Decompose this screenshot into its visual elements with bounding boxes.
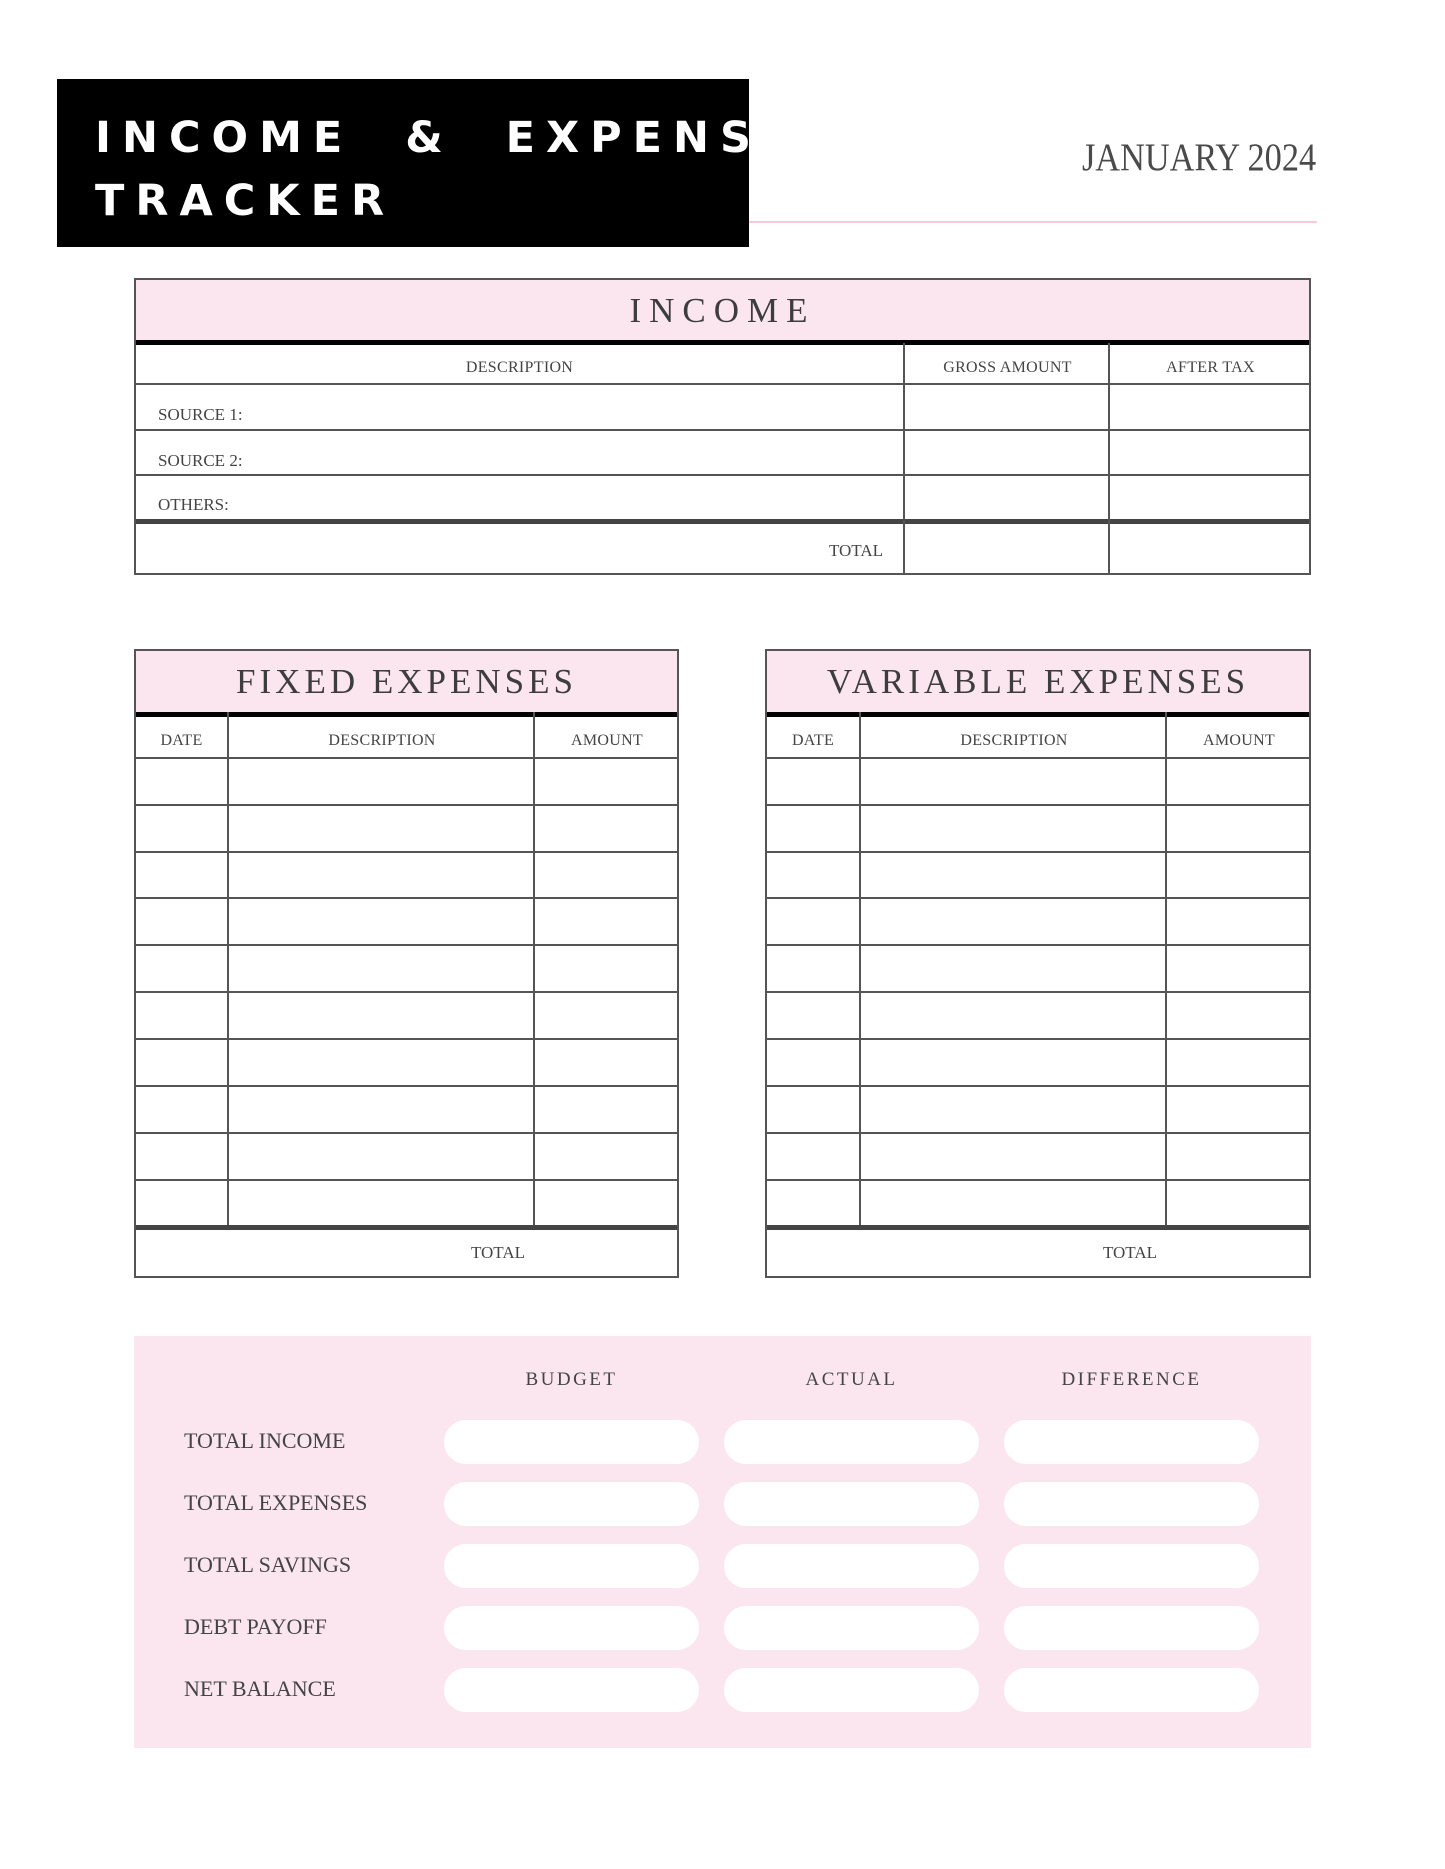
budget-field[interactable]: [444, 1606, 699, 1650]
income-total-gross-cell[interactable]: [905, 524, 1110, 574]
col-header-description: DESCRIPTION: [465, 359, 574, 376]
column-divider: [1108, 343, 1110, 573]
income-gross-cell[interactable]: [905, 431, 1110, 475]
difference-field[interactable]: [1004, 1420, 1259, 1464]
fixed-expenses-header: [136, 651, 677, 717]
income-row-label: SOURCE 1:: [158, 405, 243, 424]
summary-row-label: TOTAL SAVINGS: [184, 1552, 352, 1577]
month-label: JANUARY 2024: [1081, 136, 1316, 179]
summary-row-label: TOTAL EXPENSES: [184, 1490, 368, 1515]
actual-field[interactable]: [724, 1668, 979, 1712]
col-header-date: DATE: [791, 732, 835, 749]
budget-field[interactable]: [444, 1544, 699, 1588]
income-row-label: OTHERS:: [158, 495, 229, 514]
col-header-description: DESCRIPTION: [328, 732, 436, 749]
income-table: [134, 278, 1311, 575]
variable-expenses-table: [765, 649, 1311, 1278]
variable-expenses-header: [767, 651, 1309, 717]
column-divider: [903, 343, 905, 573]
title-banner: [57, 79, 803, 247]
income-after-tax-cell[interactable]: [1112, 431, 1311, 475]
actual-field[interactable]: [724, 1482, 979, 1526]
col-header-amount: AMOUNT: [570, 732, 644, 749]
fixed-expenses-entry-area[interactable]: [136, 759, 677, 1225]
variable-expenses-total-cell[interactable]: [1167, 1230, 1309, 1276]
col-header-after-tax: AFTER TAX: [1166, 359, 1255, 376]
col-header-budget: BUDGET: [525, 1369, 618, 1390]
fixed-expenses-total-label: TOTAL: [470, 1243, 525, 1262]
income-title: INCOME: [629, 290, 816, 330]
difference-field[interactable]: [1004, 1668, 1259, 1712]
actual-field[interactable]: [724, 1606, 979, 1650]
variable-expenses-entry-area[interactable]: [767, 759, 1309, 1225]
difference-field[interactable]: [1004, 1606, 1259, 1650]
income-total-label: TOTAL: [828, 541, 883, 560]
budget-field[interactable]: [444, 1482, 699, 1526]
fixed-expenses-title: FIXED EXPENSES: [236, 662, 577, 701]
summary-row-label: TOTAL INCOME: [184, 1428, 346, 1453]
difference-field[interactable]: [1004, 1482, 1259, 1526]
actual-field[interactable]: [724, 1544, 979, 1588]
col-header-actual: ACTUAL: [805, 1369, 898, 1390]
title-line-1: INCOME & EXPENSE: [95, 113, 803, 163]
summary-row-label: DEBT PAYOFF: [184, 1614, 327, 1639]
col-header-description: DESCRIPTION: [960, 732, 1068, 749]
col-header-date: DATE: [160, 732, 203, 749]
fixed-expenses-table: [134, 649, 679, 1278]
fixed-expenses-total-cell[interactable]: [535, 1230, 677, 1276]
title-line-2: TRACKER: [95, 176, 396, 226]
income-total-after-tax-cell[interactable]: [1112, 524, 1311, 574]
budget-field[interactable]: [444, 1420, 699, 1464]
income-after-tax-cell[interactable]: [1112, 385, 1311, 429]
col-header-gross-amount: GROSS AMOUNT: [943, 359, 1072, 376]
income-row-label: SOURCE 2:: [158, 451, 243, 470]
col-header-amount: AMOUNT: [1202, 732, 1276, 749]
summary-panel: [134, 1336, 1311, 1748]
header-divider: [749, 221, 1317, 223]
summary-row-label: NET BALANCE: [184, 1676, 336, 1701]
actual-field[interactable]: [724, 1420, 979, 1464]
variable-expenses-title: VARIABLE EXPENSES: [826, 662, 1250, 701]
income-gross-cell[interactable]: [905, 476, 1110, 519]
difference-field[interactable]: [1004, 1544, 1259, 1588]
income-header: [136, 280, 1309, 345]
variable-expenses-total-label: TOTAL: [1102, 1243, 1157, 1262]
budget-field[interactable]: [444, 1668, 699, 1712]
income-after-tax-cell[interactable]: [1112, 476, 1311, 519]
col-header-difference: DIFFERENCE: [1061, 1369, 1202, 1390]
income-gross-cell[interactable]: [905, 385, 1110, 429]
